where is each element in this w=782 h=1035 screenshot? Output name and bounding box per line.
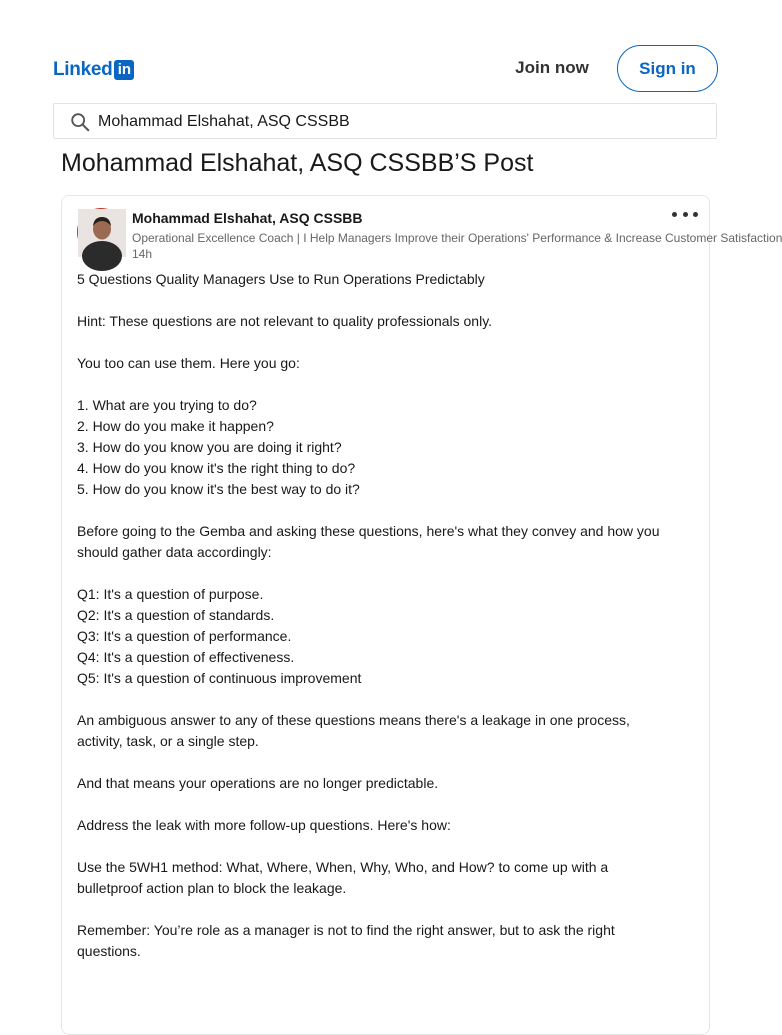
post-line bbox=[77, 836, 699, 857]
post-line: 2. How do you make it happen? bbox=[77, 418, 274, 434]
join-now-button[interactable]: Join now bbox=[506, 52, 598, 84]
post-line: Use the 5WH1 method: What, Where, When, Why, Who, and How? to come up with a bbox=[77, 859, 609, 875]
post-line: You too can use them. Here you go: bbox=[77, 355, 300, 371]
avatar[interactable] bbox=[77, 208, 125, 256]
avatar-photo bbox=[78, 209, 126, 257]
sign-in-button[interactable]: Sign in bbox=[617, 45, 718, 92]
post-line bbox=[77, 332, 699, 353]
more-horizontal-icon bbox=[683, 212, 688, 217]
post-line bbox=[77, 563, 699, 584]
author-name[interactable]: Mohammad Elshahat, ASQ CSSBB bbox=[132, 210, 363, 226]
post-line: activity, task, or a single step. bbox=[77, 733, 259, 749]
post-line: Q3: It's a question of performance. bbox=[77, 628, 292, 644]
post-line: 5. How do you know it's the best way to do it? bbox=[77, 481, 360, 497]
search-icon bbox=[69, 111, 91, 133]
top-nav bbox=[0, 0, 768, 100]
post-line: And that means your operations are no longer predictable. bbox=[77, 775, 439, 791]
post-line bbox=[77, 752, 699, 773]
post-line: Q5: It's a question of continuous improvement bbox=[77, 670, 362, 686]
linkedin-logo[interactable] bbox=[53, 59, 134, 81]
post-line: 5 Questions Quality Managers Use to Run Operations Predictably bbox=[77, 271, 485, 287]
post-line bbox=[77, 794, 699, 815]
post-line: Q1: It's a question of purpose. bbox=[77, 586, 264, 602]
post-card bbox=[61, 195, 782, 1035]
post-line: Q2: It's a question of standards. bbox=[77, 607, 275, 623]
page-title: Mohammad Elshahat, ASQ CSSBB’S Post bbox=[61, 149, 534, 177]
more-horizontal-icon bbox=[693, 212, 698, 217]
search-bar[interactable] bbox=[53, 103, 717, 139]
post-line: Address the leak with more follow-up questions. Here's how: bbox=[77, 817, 451, 833]
post-line: Hint: These questions are not relevant to quality professionals only. bbox=[77, 313, 493, 329]
post-line bbox=[77, 689, 699, 710]
post-line: 4. How do you know it's the right thing to do? bbox=[77, 460, 356, 476]
post-line: questions. bbox=[77, 943, 141, 959]
post-line: Q4: It's a question of effectiveness. bbox=[77, 649, 295, 665]
post-line: 3. How do you know you are doing it right? bbox=[77, 439, 342, 455]
more-options-button[interactable] bbox=[672, 206, 698, 222]
post-line: 1. What are you trying to do? bbox=[77, 397, 257, 413]
more-horizontal-icon bbox=[672, 212, 677, 217]
post-line: Remember: You’re role as a manager is not to find the right answer, but to ask the right bbox=[77, 922, 615, 938]
logo-text: Linked bbox=[53, 59, 113, 80]
post-line: An ambiguous answer to any of these questions means there's a leakage in one process, bbox=[77, 712, 630, 728]
post-line: bulletproof action plan to block the leakage. bbox=[77, 880, 347, 896]
post-line bbox=[77, 290, 699, 311]
post-timestamp: 14h bbox=[132, 247, 153, 261]
search-input[interactable]: Mohammad Elshahat, ASQ CSSBB bbox=[98, 113, 350, 130]
post-line bbox=[77, 899, 699, 920]
post-line bbox=[77, 374, 699, 395]
post-line bbox=[77, 500, 699, 521]
post-line: Before going to the Gemba and asking these questions, here's what they convey and how you bbox=[77, 523, 660, 539]
post-body bbox=[77, 269, 699, 962]
logo-in-box: in bbox=[114, 60, 134, 80]
post-line: should gather data accordingly: bbox=[77, 544, 272, 560]
author-headline: Operational Excellence Coach | I Help Managers Improve their Operations' Performance & Increase Customer Satisfaction bbox=[132, 231, 782, 245]
